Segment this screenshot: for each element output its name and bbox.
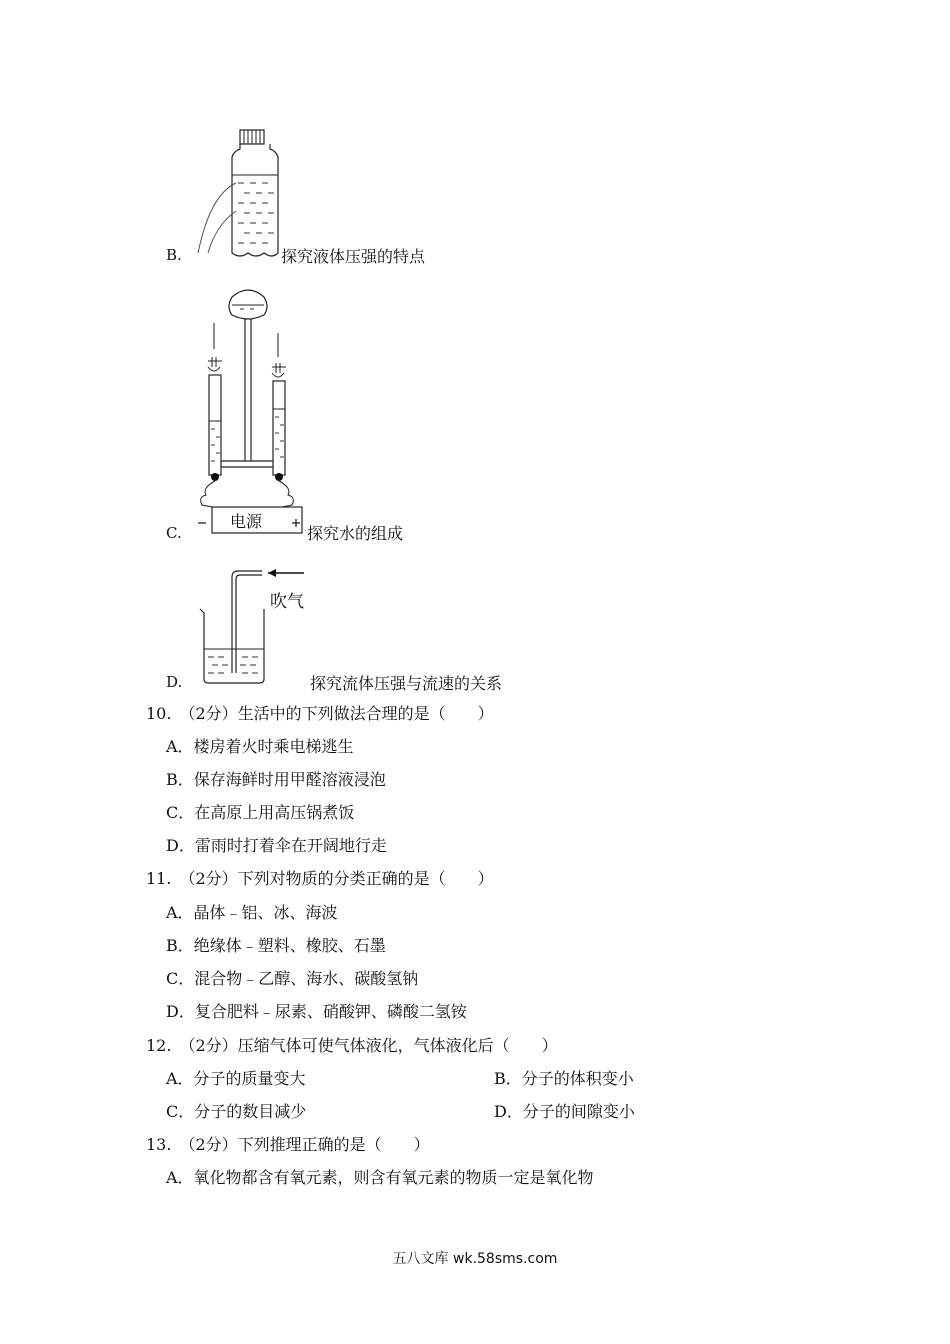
- option-b: B．绝缘体﹣塑料、橡胶、石墨: [166, 936, 386, 955]
- option-letter: D.: [166, 673, 183, 691]
- page-footer: 五八文库 wk.58sms.com: [392, 1251, 558, 1267]
- option-d: D．雷雨时打着伞在开阔地行走: [166, 836, 387, 855]
- beaker-figure: [188, 565, 318, 694]
- electrolysis-figure: [192, 283, 312, 542]
- option-b: B．保存海鲜时用甲醛溶液浸泡: [166, 770, 386, 789]
- option-c: C．分子的数目减少: [166, 1102, 307, 1121]
- option-a: A．楼房着火时乘电梯逃生: [166, 737, 354, 756]
- option-d: D．复合肥料﹣尿素、硝酸钾、磷酸二氢铵: [166, 1002, 467, 1021]
- option-a: A．晶体﹣铝、冰、海波: [166, 903, 338, 922]
- option-letter: B.: [166, 246, 182, 264]
- option-letter: C.: [166, 524, 182, 542]
- question-stem: 12. （2分）压缩气体可使气体液化，气体液化后（ ）: [146, 1036, 558, 1055]
- figure-caption: 探究流体压强与流速的关系: [310, 674, 503, 693]
- power-label: 电源: [230, 512, 263, 531]
- minus-sign: [184, 515, 195, 530]
- question-stem: 13. （2分）下列推理正确的是（ ）: [146, 1135, 430, 1154]
- option-b: B．分子的体积变小: [494, 1069, 634, 1088]
- figure-caption: 探究水的组成: [307, 524, 404, 543]
- option-a: A．分子的质量变大: [166, 1069, 306, 1088]
- question-stem: 10. （2分）生活中的下列做法合理的是（ ）: [146, 704, 494, 723]
- bottle-figure: [190, 125, 290, 269]
- option-c: C．混合物﹣乙醇、海水、碳酸氢钠: [166, 969, 419, 988]
- figure-caption: 探究液体压强的特点: [281, 247, 426, 266]
- option-d: D．分子的间隙变小: [494, 1102, 635, 1121]
- option-c: C．在高原上用高压锅煮饭: [166, 803, 355, 822]
- blow-label: 吹气: [270, 592, 304, 612]
- question-stem: 11. （2分）下列对物质的分类正确的是（ ）: [146, 869, 494, 888]
- option-a: A．氧化物都含有氧元素，则含有氧元素的物质一定是氧化物: [166, 1168, 594, 1187]
